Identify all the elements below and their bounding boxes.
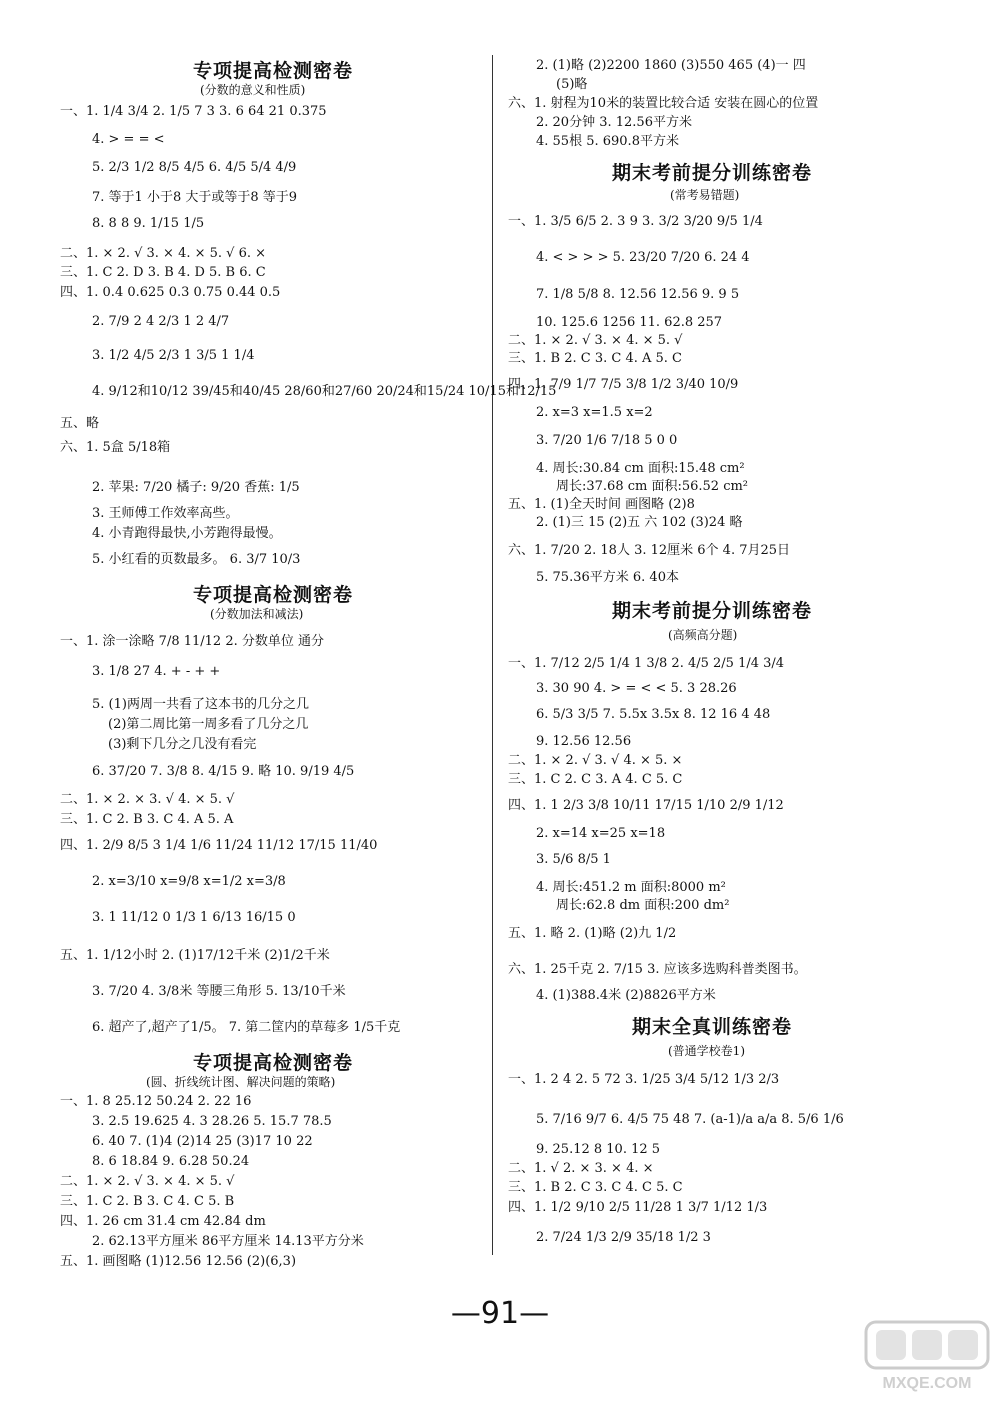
answer-line: 5. (1)两周一共看了这本书的几分之几 — [92, 697, 309, 712]
section-subtitle: (高频高分题) — [668, 628, 738, 642]
answer-line: 3. 7/20 1/6 7/18 5 0 0 — [536, 433, 678, 448]
answer-line: 四、1. 7/9 1/7 7/5 3/8 1/2 3/40 10/9 — [508, 377, 739, 392]
answer-line: 五、1. 画图略 (1)12.56 12.56 (2)(6,3) — [60, 1254, 297, 1269]
answer-line: 6. 40 7. (1)4 (2)14 25 (3)17 10 22 — [92, 1134, 313, 1149]
answer-line: 一、1. 2 4 2. 5 72 3. 1/25 3/4 5/12 1/3 2/3 — [508, 1072, 780, 1087]
answer-line: 二、1. × 2. × 3. √ 4. × 5. √ — [60, 792, 235, 807]
answer-line: 7. 等于1 小于8 大于或等于8 等于9 — [92, 190, 298, 205]
answer-line: 3. 7/20 4. 3/8米 等腰三角形 5. 13/10千米 — [92, 984, 346, 999]
answer-line: 三、1. C 2. B 3. C 4. C 5. B — [60, 1194, 235, 1209]
answer-line: 五、略 — [60, 416, 100, 431]
answer-line: 4. 周长:451.2 m 面积:8000 m² — [536, 880, 726, 895]
answer-line: 三、1. B 2. C 3. C 4. C 5. C — [508, 1180, 683, 1195]
answer-line: 5. 小红看的页数最多。 6. 3/7 10/3 — [92, 552, 301, 567]
answer-line: 2. 苹果: 7/20 橘子: 9/20 香蕉: 1/5 — [92, 480, 300, 495]
answer-line: 4. 小青跑得最快,小芳跑得最慢。 — [92, 526, 282, 541]
answer-line: 4. (1)388.4米 (2)8826平方米 — [536, 988, 716, 1003]
answer-line: 周长:37.68 cm 面积:56.52 cm² — [556, 479, 749, 494]
answer-line: 6. 超产了,超产了1/5。 7. 第二筐内的草莓多 1/5千克 — [92, 1020, 401, 1035]
answer-line: 5. 75.36平方米 6. 40本 — [536, 570, 679, 585]
answer-line: 5. 7/16 9/7 6. 4/5 75 48 7. (a-1)/a a/a 8. 5/6 1/6 — [536, 1112, 844, 1127]
answer-line: 3. 1/2 4/5 2/3 1 3/5 1 1/4 — [92, 348, 255, 363]
answer-line: 2. (1)略 (2)2200 1860 (3)550 465 (4)一 四 — [536, 58, 806, 73]
answer-line: 6. 5/3 3/5 7. 5.5x 3.5x 8. 12 16 4 48 — [536, 707, 771, 722]
answer-line: 3. 5/6 8/5 1 — [536, 852, 611, 867]
section-title: 专项提高检测密卷 — [193, 1052, 354, 1074]
section-title: 期末全真训练密卷 — [632, 1016, 793, 1038]
answer-line: 四、1. 26 cm 31.4 cm 42.84 dm — [60, 1214, 266, 1229]
answer-line: 2. (1)三 15 (2)五 六 102 (3)24 略 — [536, 515, 743, 530]
answer-line: 一、1. 8 25.12 50.24 2. 22 16 — [60, 1094, 252, 1109]
answer-line: 3. 2.5 19.625 4. 3 28.26 5. 15.7 78.5 — [92, 1114, 332, 1129]
answer-line: 四、1. 1/2 9/10 2/5 11/28 1 3/7 1/12 1/3 — [508, 1200, 768, 1215]
answer-line: 四、1. 0.4 0.625 0.3 0.75 0.44 0.5 — [60, 285, 281, 300]
answer-line: 三、1. C 2. C 3. A 4. C 5. C — [508, 772, 683, 787]
answer-line: 五、1. 1/12小时 2. (1)17/12千米 (2)1/2千米 — [60, 948, 330, 963]
answer-line: 二、1. × 2. √ 3. × 4. × 5. √ — [508, 333, 683, 348]
watermark-text: MXQE.COM — [882, 1375, 972, 1392]
answer-line: 2. 62.13平方厘米 86平方厘米 14.13平方分米 — [92, 1234, 364, 1249]
answer-line: 3. 1/8 27 4. + - + + — [92, 664, 221, 679]
answer-line: 5. 2/3 1/2 8/5 4/5 6. 4/5 5/4 4/9 — [92, 160, 297, 175]
watermark-logo — [862, 1316, 992, 1396]
answer-line: 10. 125.6 1256 11. 62.8 257 — [536, 315, 723, 330]
answer-line: 二、1. √ 2. × 3. × 4. × — [508, 1161, 654, 1176]
answer-line: 4. 55根 5. 690.8平方米 — [536, 134, 679, 149]
answer-line: 6. 37/20 7. 3/8 8. 4/15 9. 略 10. 9/19 4/5 — [92, 764, 355, 779]
answer-line: 三、1. C 2. B 3. C 4. A 5. A — [60, 812, 234, 827]
answer-line: 一、1. 涂一涂略 7/8 11/12 2. 分数单位 通分 — [60, 634, 324, 649]
section-subtitle: (普通学校卷1) — [668, 1044, 745, 1058]
answer-line: (2)第二周比第一周多看了几分之几 — [108, 717, 309, 732]
answer-line: 一、1. 3/5 6/5 2. 3 9 3. 3/2 3/20 9/5 1/4 — [508, 214, 763, 229]
answer-line: 二、1. × 2. √ 3. √ 4. × 5. × — [508, 753, 683, 768]
answer-line: 8. 6 18.84 9. 6.28 50.24 — [92, 1154, 250, 1169]
answer-line: 9. 12.56 12.56 — [536, 734, 632, 749]
answer-line: 7. 1/8 5/8 8. 12.56 12.56 9. 9 5 — [536, 287, 740, 302]
section-title: 期末考前提分训练密卷 — [612, 162, 813, 184]
answer-line: 2. x=3/10 x=9/8 x=1/2 x=3/8 — [92, 874, 286, 889]
answer-line: 一、1. 1/4 3/4 2. 1/5 7 3 3. 6 64 21 0.375 — [60, 104, 327, 119]
answer-line: 周长:62.8 dm 面积:200 dm² — [556, 898, 730, 913]
answer-line: 五、1. 略 2. (1)略 (2)九 1/2 — [508, 926, 677, 941]
answer-line: 五、1. (1)全天时间 画图略 (2)8 — [508, 497, 695, 512]
section-subtitle: (分数加法和减法) — [210, 607, 304, 621]
section-title: 专项提高检测密卷 — [193, 60, 354, 82]
answer-line: 4. < > > > 5. 23/20 7/20 6. 24 4 — [536, 250, 750, 265]
page-number: —91— — [450, 1296, 550, 1331]
section-subtitle: (常考易错题) — [670, 188, 740, 202]
answer-line: 四、1. 2/9 8/5 3 1/4 1/6 11/24 11/12 17/15 11/40 — [60, 838, 378, 853]
section-title: 期末考前提分训练密卷 — [612, 600, 813, 622]
answer-line: 2. 7/9 2 4 2/3 1 2 4/7 — [92, 314, 230, 329]
section-title: 专项提高检测密卷 — [193, 584, 354, 606]
section-subtitle: (分数的意义和性质) — [200, 83, 306, 97]
answer-line: 3. 30 90 4. > = < < 5. 3 28.26 — [536, 681, 737, 696]
answer-line: 六、1. 射程为10米的装置比较合适 安装在圆心的位置 — [508, 96, 819, 111]
answer-line: 2. 20分钟 3. 12.56平方米 — [536, 115, 692, 130]
answer-line: 六、1. 25千克 2. 7/15 3. 应该多选购科普类图书。 — [508, 962, 807, 977]
answer-line: 二、1. × 2. √ 3. × 4. × 5. √ 6. × — [60, 246, 267, 261]
answer-line: 4. > = = < — [92, 132, 165, 147]
answer-line: 3. 1 11/12 0 1/3 1 6/13 16/15 0 — [92, 910, 296, 925]
answer-line: (5)略 — [556, 77, 588, 92]
answer-line: 4. 9/12和10/12 39/45和40/45 28/60和27/60 20/24和15/24 10/15和12/15 — [92, 384, 557, 399]
answer-line: 2. x=3 x=1.5 x=2 — [536, 405, 653, 420]
column-divider — [492, 55, 493, 1255]
section-subtitle: (圆、折线统计图、解决问题的策略) — [146, 1075, 336, 1089]
answer-line: 2. x=14 x=25 x=18 — [536, 826, 666, 841]
answer-line: 二、1. × 2. √ 3. × 4. × 5. √ — [60, 1174, 235, 1189]
answer-line: 3. 王师傅工作效率高些。 — [92, 506, 239, 521]
answer-line: (3)剩下几分之几没有看完 — [108, 737, 257, 752]
answer-line: 4. 周长:30.84 cm 面积:15.48 cm² — [536, 461, 745, 476]
answer-line: 六、1. 5盒 5/18箱 — [60, 440, 171, 455]
answer-line: 三、1. B 2. C 3. C 4. A 5. C — [508, 351, 682, 366]
answer-line: 三、1. C 2. D 3. B 4. D 5. B 6. C — [60, 265, 266, 280]
answer-line: 2. 7/24 1/3 2/9 35/18 1/2 3 — [536, 1230, 711, 1245]
answer-line: 8. 8 8 9. 1/15 1/5 — [92, 216, 205, 231]
answer-line: 一、1. 7/12 2/5 1/4 1 3/8 2. 4/5 2/5 1/4 3/4 — [508, 656, 785, 671]
answer-line: 9. 25.12 8 10. 12 5 — [536, 1142, 661, 1157]
answer-line: 四、1. 1 2/3 3/8 10/11 17/15 1/10 2/9 1/12 — [508, 798, 784, 813]
answer-line: 六、1. 7/20 2. 18人 3. 12厘米 6个 4. 7月25日 — [508, 543, 791, 558]
